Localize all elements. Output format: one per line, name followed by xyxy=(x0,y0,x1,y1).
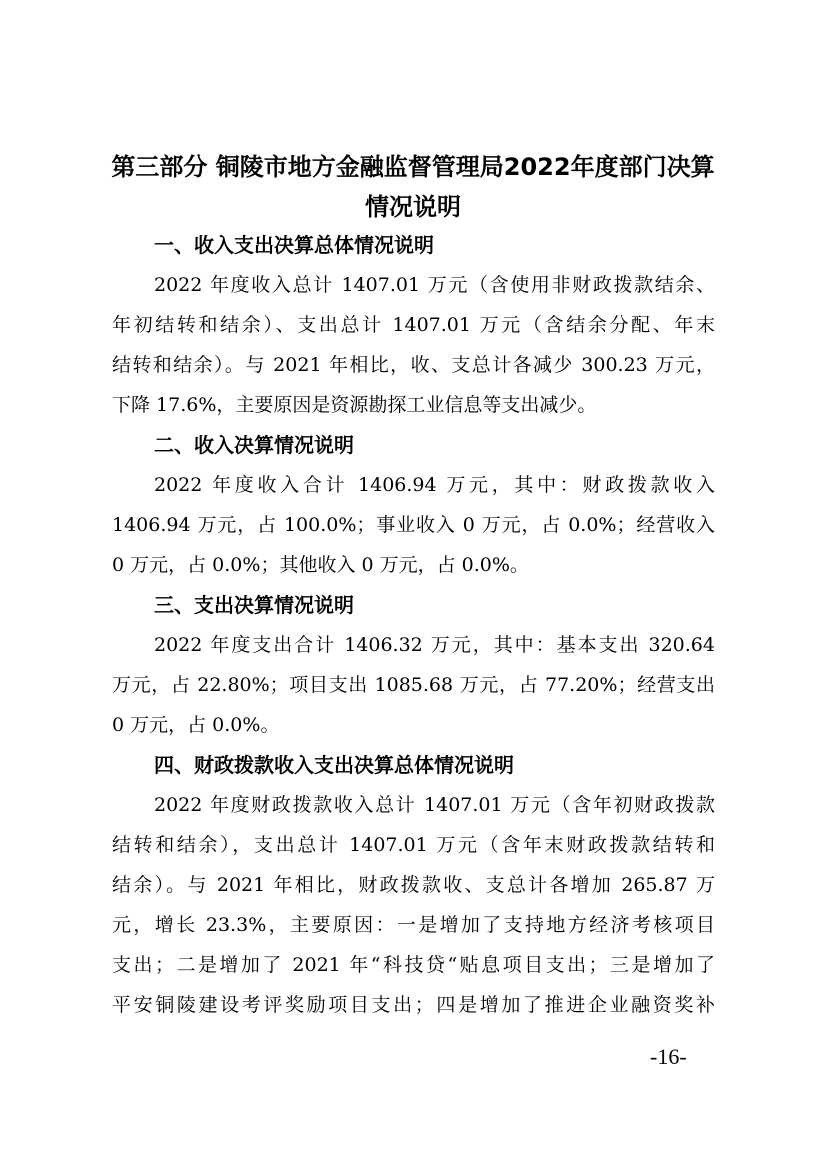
section-4-line-2: 结转和结余），支出总计 1407.01 万元（含年末财政拨款结转和 xyxy=(112,834,715,856)
section-3-line-2: 万元，占 22.80%；项目支出 1085.68 万元，占 77.20%；经营支出 xyxy=(112,674,715,696)
document-title-line-2: 情况说明 xyxy=(365,193,461,221)
section-3-heading: 三、支出决算情况说明 xyxy=(154,593,354,617)
section-4-line-5: 支出；二是增加了 2021 年“科技贷“贴息项目支出；三是增加了 xyxy=(112,954,715,976)
section-3-line-1: 2022 年度支出合计 1406.32 万元，其中：基本支出 320.64 xyxy=(154,634,715,656)
section-3-line-3: 0 万元，占 0.0%。 xyxy=(112,714,280,736)
section-4-line-1: 2022 年度财政拨款收入总计 1407.01 万元（含年初财政拨款 xyxy=(154,794,715,816)
section-1-line-2: 年初结转和结余）、支出总计 1407.01 万元（含结余分配、年末 xyxy=(112,314,715,336)
section-1-heading: 一、收入支出决算总体情况说明 xyxy=(154,233,434,257)
document-title-line-1: 第三部分 铜陵市地方金融监督管理局2022年度部门决算 xyxy=(111,153,715,181)
section-1-line-1: 2022 年度收入总计 1407.01 万元（含使用非财政拨款结余、 xyxy=(154,274,715,296)
section-1-line-4: 下降 17.6%，主要原因是资源勘探工业信息等支出减少。 xyxy=(112,394,597,416)
section-4-heading: 四、财政拨款收入支出决算总体情况说明 xyxy=(154,753,514,777)
section-4-line-6: 平安铜陵建设考评奖励项目支出；四是增加了推进企业融资奖补 xyxy=(112,994,715,1016)
section-1-line-3: 结转和结余）。与 2021 年相比，收、支总计各减少 300.23 万元， xyxy=(112,354,715,376)
page-number: -16- xyxy=(650,1044,687,1069)
section-2-line-2: 1406.94 万元，占 100.0%；事业收入 0 万元，占 0.0%；经营收入 xyxy=(112,514,715,536)
section-4-line-3: 结余）。与 2021 年相比，财政拨款收、支总计各增加 265.87 万 xyxy=(112,874,715,896)
section-2-line-3: 0 万元，占 0.0%；其他收入 0 万元，占 0.0%。 xyxy=(112,554,529,576)
section-2-heading: 二、收入决算情况说明 xyxy=(154,433,354,457)
section-2-line-1: 2022 年度收入合计 1406.94 万元，其中：财政拨款收入 xyxy=(154,474,715,496)
section-4-line-4: 元，增长 23.3%，主要原因：一是增加了支持地方经济考核项目 xyxy=(112,914,715,936)
